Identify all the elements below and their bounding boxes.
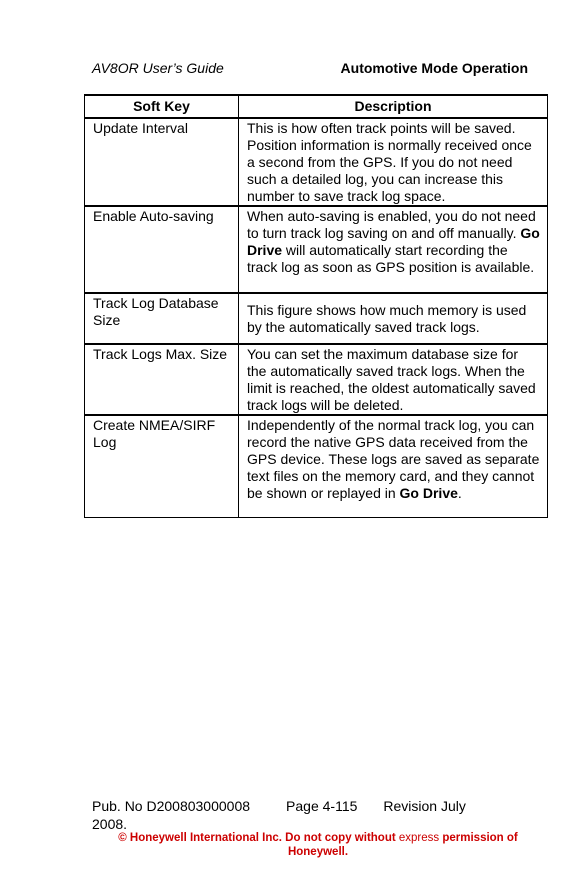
- description-text: When auto-saving is enabled, you do not need to turn track log saving on and off manually.: [247, 208, 536, 241]
- copyright-text-express: express: [398, 832, 440, 844]
- description-cell: This figure shows how much memory is used by the automatically saved track logs.: [239, 293, 548, 344]
- publication-number: Pub. No D200803000008: [92, 798, 251, 814]
- copyright-text: permission of Honeywell.: [287, 832, 518, 858]
- soft-key-cell: Update Interval: [85, 118, 239, 206]
- table-header-row: [85, 95, 548, 118]
- soft-key-cell: Track Logs Max. Size: [85, 344, 239, 415]
- description-text: Independently of the normal track log, you can record the native GPS data received from the GPS device. These logs are saved as separate text files on the memory card, and they cannot be shown or replayed in: [247, 417, 540, 501]
- go-drive-emphasis: Go Drive: [247, 225, 540, 258]
- soft-key-table: [84, 94, 548, 518]
- soft-key-cell: Create NMEA/SIRF Log: [85, 415, 239, 518]
- table-row: [85, 118, 548, 206]
- section-title: Automotive Mode Operation: [340, 60, 528, 76]
- table-row: [85, 206, 548, 293]
- description-text: will automatically start recording the track log as soon as GPS position is available.: [247, 242, 535, 275]
- description-cell: This is how often track points will be saved. Position information is normally received once a second from the GPS. If you do not need such a detailed log, you can increase this number to save track log space.: [239, 118, 548, 206]
- page-number: Page 4-115: [286, 798, 358, 814]
- column-header-soft-key: Soft Key: [85, 95, 239, 118]
- copyright-text: © Honeywell International Inc. Do not copy without: [118, 832, 399, 844]
- go-drive-emphasis: Go Drive: [399, 485, 458, 501]
- revision-year: 2008.: [92, 816, 128, 832]
- page-header: [92, 60, 528, 80]
- description-cell: [239, 415, 548, 518]
- column-header-description: Description: [239, 95, 548, 118]
- table-row: [85, 344, 548, 415]
- copyright-notice: [104, 831, 532, 859]
- document-title: AV8OR User’s Guide: [92, 60, 224, 76]
- table-row: [85, 293, 548, 344]
- page-footer: [92, 797, 532, 833]
- description-cell: [239, 206, 548, 293]
- soft-key-cell: Track Log Database Size: [85, 293, 239, 344]
- table-row: [85, 415, 548, 518]
- description-cell: You can set the maximum database size for the automatically saved track logs. When the limit is reached, the oldest automatically saved track logs will be deleted.: [239, 344, 548, 415]
- soft-key-cell: Enable Auto-saving: [85, 206, 239, 293]
- revision-label: Revision July: [383, 798, 466, 814]
- description-text: .: [457, 485, 462, 501]
